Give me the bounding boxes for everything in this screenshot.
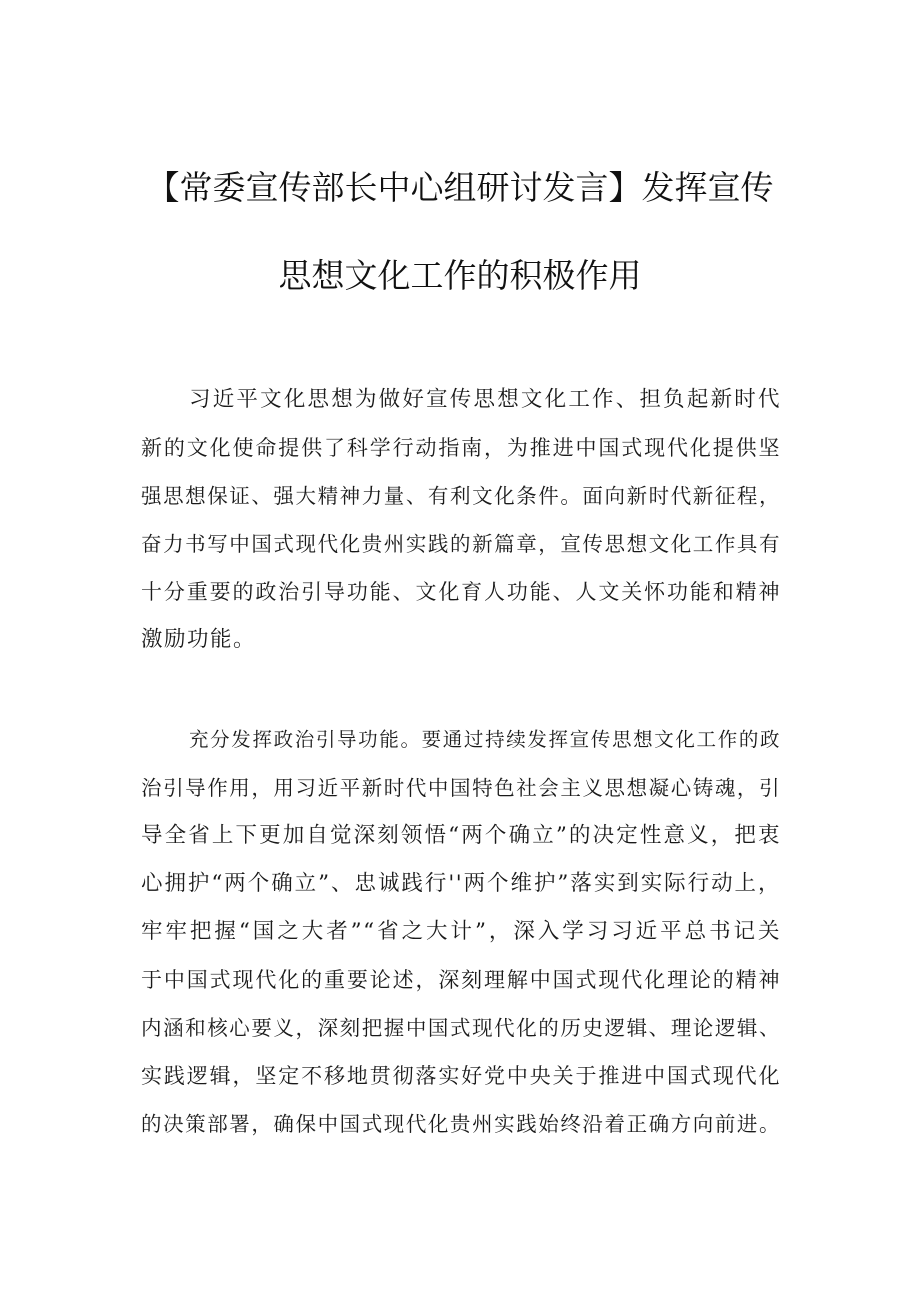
paragraph-line: 强思想保证、强大精神力量、有利文化条件。面向新时代新征程， (141, 484, 781, 508)
paragraph-line: 于中国式现代化的重要论述，深刻理解中国式现代化理论的精神 (141, 968, 781, 992)
document-title-line-1: 【常委宣传部长中心组研讨发言】发挥宣传 (146, 168, 774, 207)
paragraph-line: 新的文化使命提供了科学行动指南，为推进中国式现代化提供坚 (141, 436, 781, 460)
paragraph-line: 内涵和核心要义，深刻把握中国式现代化的历史逻辑、理论逻辑、 (141, 1016, 781, 1040)
paragraph-line: 治引导作用，用习近平新时代中国特色社会主义思想凝心铸魂，引 (141, 776, 781, 800)
paragraph-line: 导全省上下更加自觉深刻领悟“两个确立”的决定性意义，把衷 (141, 823, 781, 848)
paragraph-line: 激励功能。 (141, 627, 257, 652)
paragraph-line: 十分重要的政治引导功能、文化育人功能、人文关怀功能和精神 (141, 580, 781, 604)
paragraph-line: 充分发挥政治引导功能。要通过持续发挥宣传思想文化工作的政 (189, 728, 781, 751)
paragraph-line: 习近平文化思想为做好宣传思想文化工作、担负起新时代 (189, 387, 781, 412)
paragraph-line: 心拥护“两个确立”、忠诚践行''两个维护”落实到实际行动上， (141, 871, 781, 896)
paragraph-intro (141, 376, 781, 664)
paragraph-line: 奋力书写中国式现代化贵州实践的新篇章，宣传思想文化工作具有 (141, 532, 781, 556)
document-title-line-2: 思想文化工作的积极作用 (278, 256, 642, 295)
paragraph-political-guidance (141, 716, 781, 1148)
paragraph-line: 的决策部署，确保中国式现代化贵州实践始终沿着正确方向前进。 (141, 1112, 781, 1136)
paragraph-line: 实践逻辑，坚定不移地贯彻落实好党中央关于推进中国式现代化 (141, 1064, 781, 1088)
paragraph-line: 牢牢把握“国之大者”“省之大计”，深入学习习近平总书记关 (141, 919, 781, 944)
